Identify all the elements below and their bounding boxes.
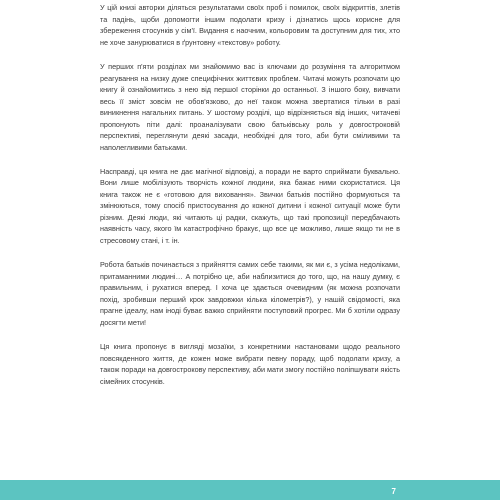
paragraph-1: У цій книзі авторки діляться результатами своїх проб і помилок, своїх відкриттів, злетів та падінь, щоби допомогти іншим подолати кризу і дізнатись щось корисне для збереження стосунків у сім'ї. Видання є наочним, кольоровим та доступним для тих, хто не хоче занурюватися в ґрунтовну «текстову» роботу. bbox=[100, 3, 400, 47]
paragraph-3: Насправді, ця книга не дає магічної відповіді, а поради не варто сприймати буквально. Вони лише мобілізують творчість кожної людини, яка бажає ними скористатися. Ця книга також не є «готовою для виховання». Звички батьків постійно формуються та змінюються, тому спосіб пристосування до кожної дитини і кожної ситуації може бути різним. Деякі люди, які читають ці радки, скажуть, що такі пропозиції передбачають наявність часу, якого їм катастрофічно бракує, що все це можливо, лише якщо ти не в стресовому стані, і т. ін. bbox=[100, 166, 400, 245]
paragraph-5: Ця книга пропонує в вигляді мозаїки, з конкретними настановами щодо реального повсякденного життя, де кожен може вибрати певну пораду, щоб подолати кризу, а також поради на довгострокову перспективу, аби мати змогу постійно поліпшувати якість сімейних стосунків. bbox=[100, 342, 400, 386]
paragraph-2: У перших п'яти розділах ми знайомимо вас із ключами до розуміння та алгоритмом реагування на низку дуже специфічних життєвих проблем. Читачі можуть розпочати цю книгу й ознайомитись з нею від першої сторінки до останньої. З іншого боку, вивчати весь її зміст зовсім не обов'язково, до неї також можна звертатися тільки в разі виникнення нагальних питань. У шостому розділі, що відрізняється від інших, читачеві пропонують піти далі: проаналізувати свою батьківську роль у довгостроковій перспективі, переглянути деякі засади, необхідні для того, аби бути сміливими та наполегливими батьками. bbox=[100, 62, 400, 152]
paragraph-4: Робота батьків починається з прийняття самих себе такими, як ми є, з усіма недоліками, притаманними людині… А потрібно це, аби наблизитися до того, що, на нашу думку, є правильним, і рухатися вперед. І хоча це здається очевидним (як можна розпочати похід, зробивши перший крок завдовжки кілька кілометрів?), у нашій свідомості, яка прагне ідеалу, нам іноді буває важко сприйняти поступовий прогрес. Ми б хотіли одразу досягти мети! bbox=[100, 260, 400, 327]
footer-band bbox=[0, 480, 500, 500]
page-number: 7 bbox=[391, 487, 396, 496]
document-body bbox=[100, 2, 400, 400]
